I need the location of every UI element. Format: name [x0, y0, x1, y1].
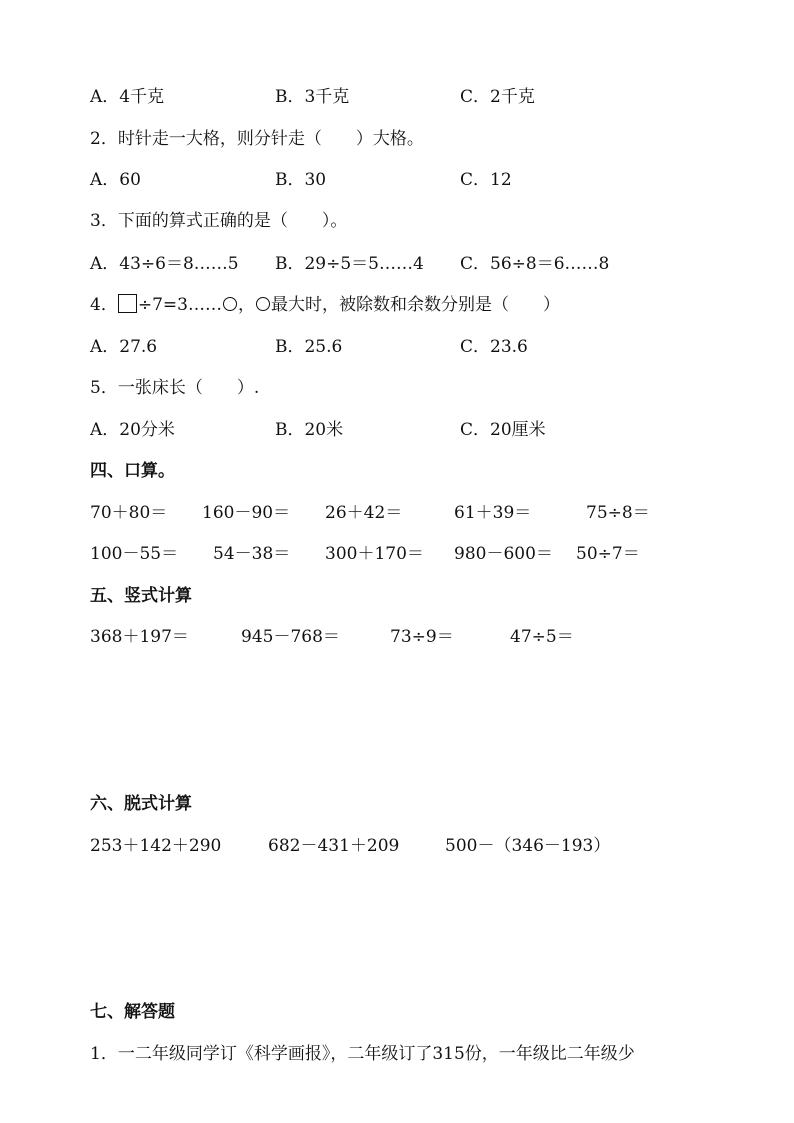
mental-math-item: 54－38＝	[213, 544, 291, 564]
q5-stem: 5．一张床长（ ）.	[90, 378, 260, 398]
q1-option-c: C．2千克	[460, 87, 535, 107]
q2-option-a: A．60	[90, 170, 141, 190]
q4-option-c: C．23.6	[460, 337, 528, 357]
section7-title: 七、解答题	[90, 1002, 175, 1022]
mental-math-item: 26＋42＝	[325, 503, 403, 523]
section5-title: 五、竖式计算	[90, 586, 192, 606]
circle-blank-icon	[223, 297, 237, 311]
section4-title: 四、口算。	[90, 461, 175, 481]
q3-option-b: B．29÷5＝5……4	[275, 254, 424, 274]
q4-option-a: A．27.6	[90, 337, 158, 357]
stepwise-calc-item: 253＋142＋290	[90, 836, 222, 856]
q1-option-a: A．4千克	[90, 87, 165, 107]
stepwise-calc-item: 682－431＋209	[268, 836, 400, 856]
stepwise-calc-item: 500－（346－193）	[445, 836, 611, 856]
mental-math-item: 70＋80＝	[90, 503, 168, 523]
q5-option-c: C．20厘米	[460, 420, 546, 440]
mental-math-item: 100－55＝	[90, 544, 179, 564]
q1-option-b: B．3千克	[275, 87, 350, 107]
q3-stem: 3．下面的算式正确的是（ ）。	[90, 211, 348, 231]
q3-option-a: A．43÷6＝8……5	[90, 254, 239, 274]
mental-math-item: 980－600＝	[454, 544, 553, 564]
section6-title: 六、脱式计算	[90, 794, 192, 814]
mental-math-item: 61＋39＝	[454, 503, 532, 523]
vertical-calc-item: 945－768＝	[241, 627, 340, 647]
vertical-calc-item: 368＋197＝	[90, 627, 189, 647]
q5-option-a: A．20分米	[90, 420, 175, 440]
q2-option-c: C．12	[460, 170, 512, 190]
vertical-calc-item: 73÷9＝	[390, 627, 454, 647]
q2-stem: 2．时针走一大格，则分针走（ ）大格。	[90, 129, 424, 149]
q4-stem-mid: ÷7=3……	[137, 295, 222, 315]
mental-math-item: 300＋170＝	[325, 544, 424, 564]
q2-option-b: B．30	[275, 170, 327, 190]
mental-math-item: 160－90＝	[202, 503, 291, 523]
q4-option-b: B．25.6	[275, 337, 343, 357]
q4-stem-prefix: 4．	[90, 295, 118, 315]
circle-blank-icon	[256, 297, 270, 311]
mental-math-item: 50÷7＝	[576, 544, 640, 564]
q4-stem-sep: ，	[237, 295, 255, 315]
mental-math-item: 75÷8＝	[586, 503, 650, 523]
vertical-calc-item: 47÷5＝	[510, 627, 574, 647]
square-blank-icon	[118, 294, 137, 313]
q4-stem	[90, 293, 560, 317]
q4-stem-suffix: 最大时，被除数和余数分别是（ ）	[270, 295, 560, 315]
section7-q1: 1．一二年级同学订《科学画报》，二年级订了315份，一年级比二年级少	[90, 1044, 635, 1064]
q3-option-c: C．56÷8＝6……8	[460, 254, 610, 274]
q5-option-b: B．20米	[275, 420, 344, 440]
